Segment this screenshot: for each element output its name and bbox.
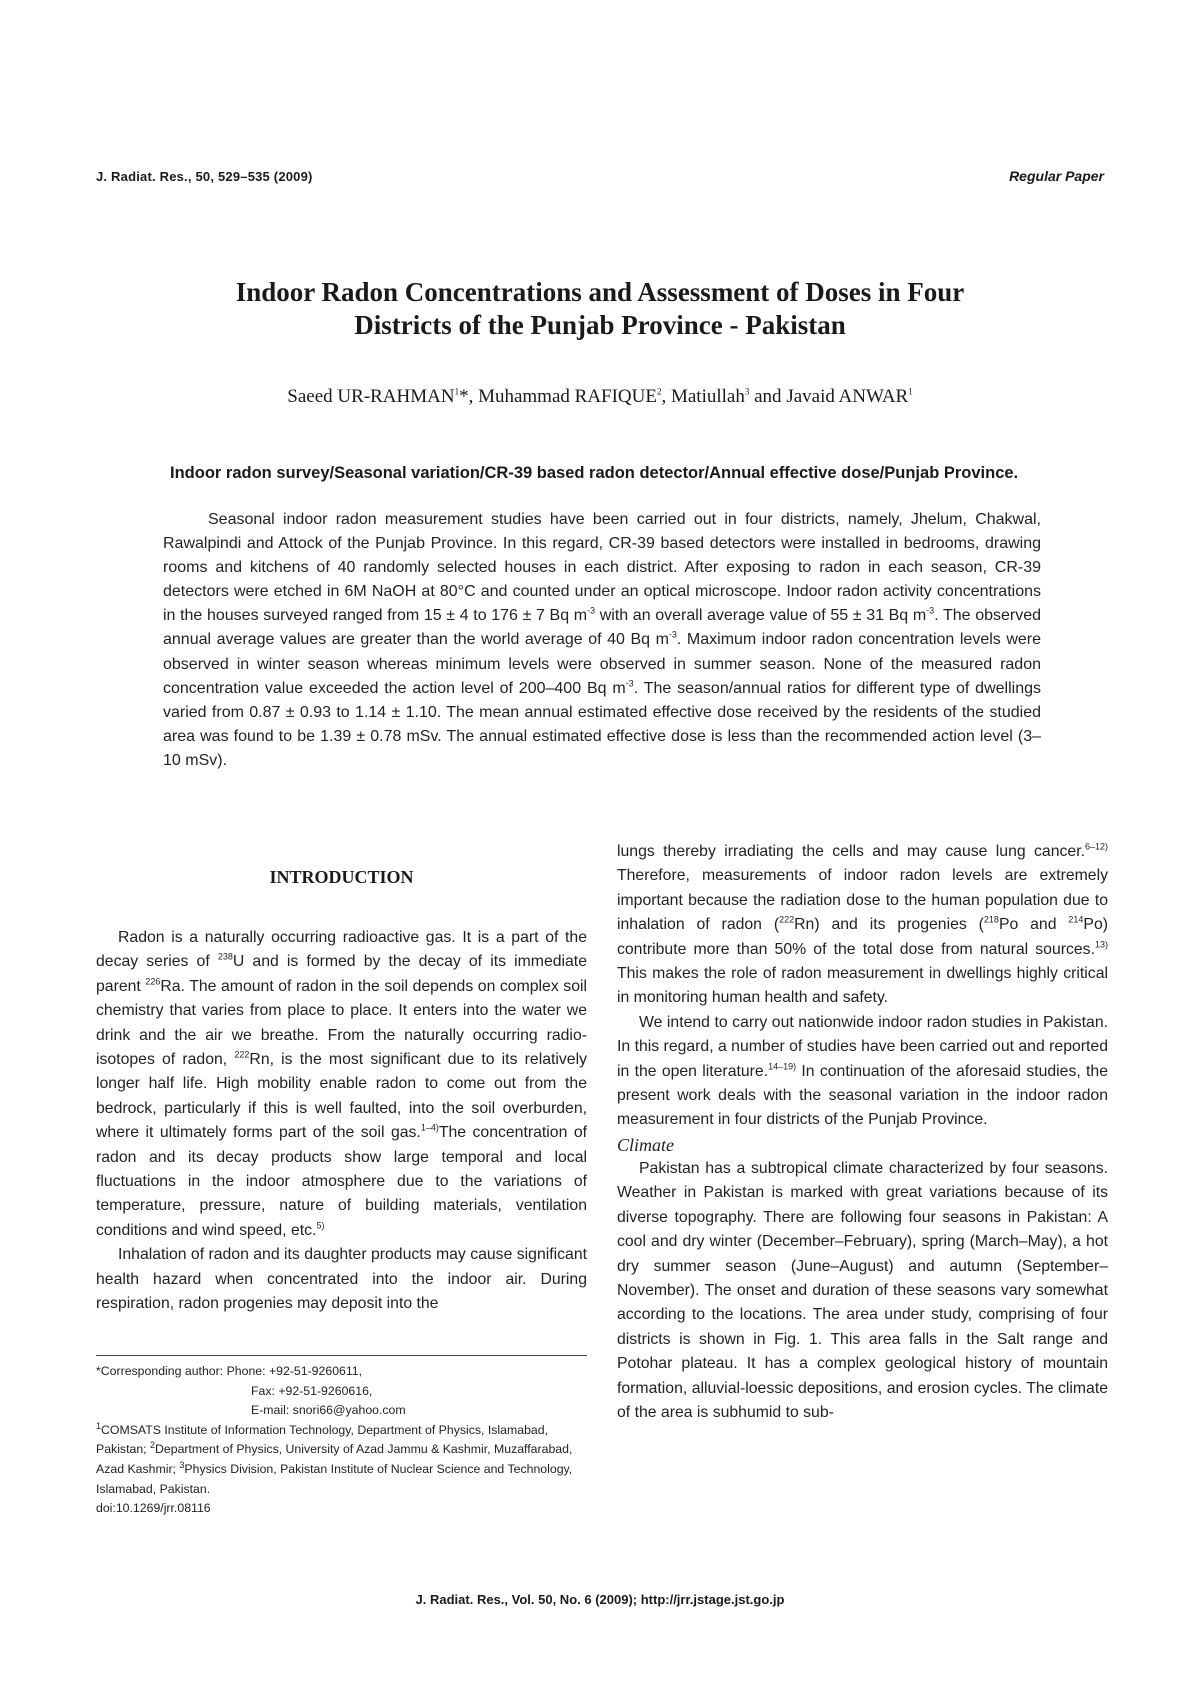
author-separator: and	[749, 386, 787, 407]
title-line: Districts of the Punjab Province - Pakistan	[354, 310, 846, 340]
paragraph	[96, 926, 587, 1243]
journal-citation: J. Radiat. Res., 50, 529–535 (2009)	[96, 169, 313, 184]
paragraph	[617, 840, 1108, 1011]
author-separator: ,	[661, 386, 671, 407]
citation-superscript: 14–19)	[768, 1061, 797, 1072]
title-line: Indoor Radon Concentrations and Assessment of Doses in Four	[235, 277, 965, 307]
paper-type-label: Regular Paper	[1009, 168, 1104, 184]
superscript: -3	[587, 606, 596, 617]
author-name: Matiullah	[670, 386, 745, 407]
superscript: 1	[96, 1420, 102, 1431]
superscript: -3	[926, 606, 935, 617]
body-text: Radon is a naturally occurring radioactive gas. It is a part of the decay series of	[96, 929, 587, 971]
author-name: Muhammad RAFIQUE	[478, 386, 657, 407]
corresponding-author-fax: Fax: +92-51-9260616,	[251, 1383, 373, 1398]
right-column	[617, 840, 1108, 1425]
footnotes	[96, 1362, 591, 1519]
body-text: lungs thereby irradiating the cells and may cause lung cancer.	[617, 843, 1085, 860]
superscript: 222	[779, 914, 795, 925]
affiliation-text: COMSATS Institute of Information Technology, Department of Physics, Islamabad, Pakistan;	[96, 1422, 549, 1457]
corresponding-mark: *	[459, 386, 469, 407]
body-text: U and is formed by the decay of its immediate parent	[96, 953, 587, 995]
affiliation-mark: 2	[656, 386, 662, 397]
abstract-text: Seasonal indoor radon measurement studies have been carried out in four districts, namely, Jhelum, Chakwal, Rawalpindi and Attock of the Punjab Province. In this regard, CR-39 based detectors were installed in bedrooms, drawing rooms and kitchens of 40 randomly selected houses in each district. After exposing to radon in each season, CR-39 detectors were etched in 6M NaOH at 80°C and counted under an optical microscope. Indoor radon activity concentrations in the houses surveyed ranged from 15 ± 4 to 176 ± 7 Bq m	[163, 511, 1041, 625]
section-heading-introduction: INTRODUCTION	[269, 867, 414, 887]
body-text: This makes the role of radon measurement in dwellings highly critical in monitoring human health and safety.	[617, 965, 1108, 1007]
body-text: Po and	[998, 916, 1069, 934]
left-column	[96, 926, 587, 1317]
superscript: 222	[234, 1049, 250, 1060]
page-footer: J. Radiat. Res., Vol. 50, No. 6 (2009); http://jrr.jstage.jst.go.jp	[415, 1592, 785, 1607]
abstract-text: . The season/annual ratios for different type of dwellings varied from 0.87 ± 0.93 to 1.14 ± 1.10. The mean annual estimated effective dose received by the residents of the studied area was found to be 1.39 ± 0.78 mSv. The annual estimated effective dose is less than the recommended action level (3–10 mSv).	[163, 679, 1041, 769]
keywords: Indoor radon survey/Seasonal variation/CR-39 based radon detector/Annual effective dose/Punjab Province.	[170, 464, 1019, 482]
corresponding-author-email: E-mail: snori66@yahoo.com	[251, 1403, 406, 1418]
abstract-text: with an overall average value of 55 ± 31 Bq m	[595, 607, 927, 625]
body-text: Po) contribute more than 50% of the total dose from natural sources.	[617, 916, 1108, 958]
affiliation-mark: 3	[744, 386, 750, 397]
abstract	[163, 508, 1041, 773]
superscript: 226	[145, 976, 161, 987]
body-text: The concentration of radon and its decay products show large temporal and local fluctuations in the indoor atmosphere due to the variations of temperature, pressure, nature of building materials, ventilation conditions and wind speed, etc.	[96, 1124, 588, 1239]
superscript: 238	[217, 952, 233, 963]
body-text: In continuation of the aforesaid studies, the present work deals with the seasonal variation in the indoor radon measurement in four districts of the Punjab Province.	[617, 1062, 1108, 1129]
author-name: Javaid ANWAR	[786, 386, 909, 407]
affiliations	[96, 1421, 591, 1499]
superscript: -3	[625, 678, 634, 689]
body-text: Rn) and its progenies (	[794, 916, 984, 934]
affiliation-text: Physics Division, Pakistan Institute of Nuclear Science and Technology, Islamabad, Pakistan.	[96, 1461, 573, 1496]
citation-superscript: 13)	[1094, 939, 1108, 950]
body-text: We intend to carry out nationwide indoor radon studies in Pakistan. In this regard, a number of studies have been carried out and reported in the open literature.	[617, 1013, 1108, 1080]
superscript: 218	[983, 914, 999, 925]
paragraph: Inhalation of radon and its daughter products may cause significant health hazard when concentrated into the indoor air. During respiration, radon progenies may deposit into the	[96, 1246, 587, 1313]
subsection-heading-climate: Climate	[617, 1134, 674, 1155]
corresponding-author-phone: *Corresponding author: Phone: +92-51-9260611,	[96, 1364, 363, 1378]
abstract-text: . The observed annual average values are greater than the world average of 40 Bq m	[163, 607, 1042, 649]
paragraph: Pakistan has a subtropical climate characterized by four seasons. Weather in Pakistan is marked with great variations because of its diverse topography. There are following four seasons in Pakistan: A cool and dry winter (December–February), spring (March–May), a hot dry summer season (June–August) and autumn (September–November). The onset and duration of these seasons vary somewhat according to the locations. The area under study, comprising of four districts is shown in Fig. 1. This area falls in the Salt range and Potohar plateau. It has a complex geological history of mountain formation, alluvial-loessic depositions, and erosion cycles. The climate of the area is subhumid to sub-	[617, 1159, 1108, 1421]
footnote-divider	[96, 1355, 587, 1356]
body-text: Therefore, measurements of indoor radon levels are extremely important because the radiation dose to the human population due to inhalation of radon (	[617, 867, 1108, 934]
citation-superscript: 5)	[316, 1220, 325, 1231]
body-text: Ra. The amount of radon in the soil depends on complex soil chemistry that varies from place to place. It enters into the water we drink and the air we breathe. From the naturally occurring radio-isotopes of radon,	[96, 977, 587, 1069]
doi: doi:10.1269/jrr.08116	[96, 1501, 211, 1516]
superscript: 3	[179, 1459, 185, 1470]
paper-title	[100, 276, 1100, 342]
abstract-text: . Maximum indoor radon concentration levels were observed in winter season whereas minimum levels were observed in summer season. None of the measured radon concentration value exceeded the action level of 200–400 Bq m	[163, 631, 1041, 697]
author-separator: ,	[468, 386, 479, 407]
author-name: Saeed UR-RAHMAN	[287, 386, 455, 407]
affiliation-mark: 1	[908, 386, 913, 397]
superscript: 2	[150, 1440, 156, 1451]
citation-superscript: 6–12)	[1084, 841, 1108, 852]
citation-superscript: 1–4)	[420, 1122, 439, 1133]
body-text: Rn, is the most significant due to its relatively longer half life. High mobility enable radon to come out from the bedrock, particularly if this is well faulted, into the soil overburden, where it ultimately forms part of the soil gas.	[96, 1051, 587, 1142]
affiliation-mark: 1	[454, 386, 460, 397]
affiliation-text: Department of Physics, University of Azad Jammu & Kashmir, Muzaffarabad, Azad Kashmir;	[96, 1442, 573, 1476]
superscript: 214	[1068, 914, 1084, 925]
superscript: -3	[668, 630, 677, 641]
paragraph	[617, 1011, 1108, 1133]
author-list	[100, 386, 1100, 408]
